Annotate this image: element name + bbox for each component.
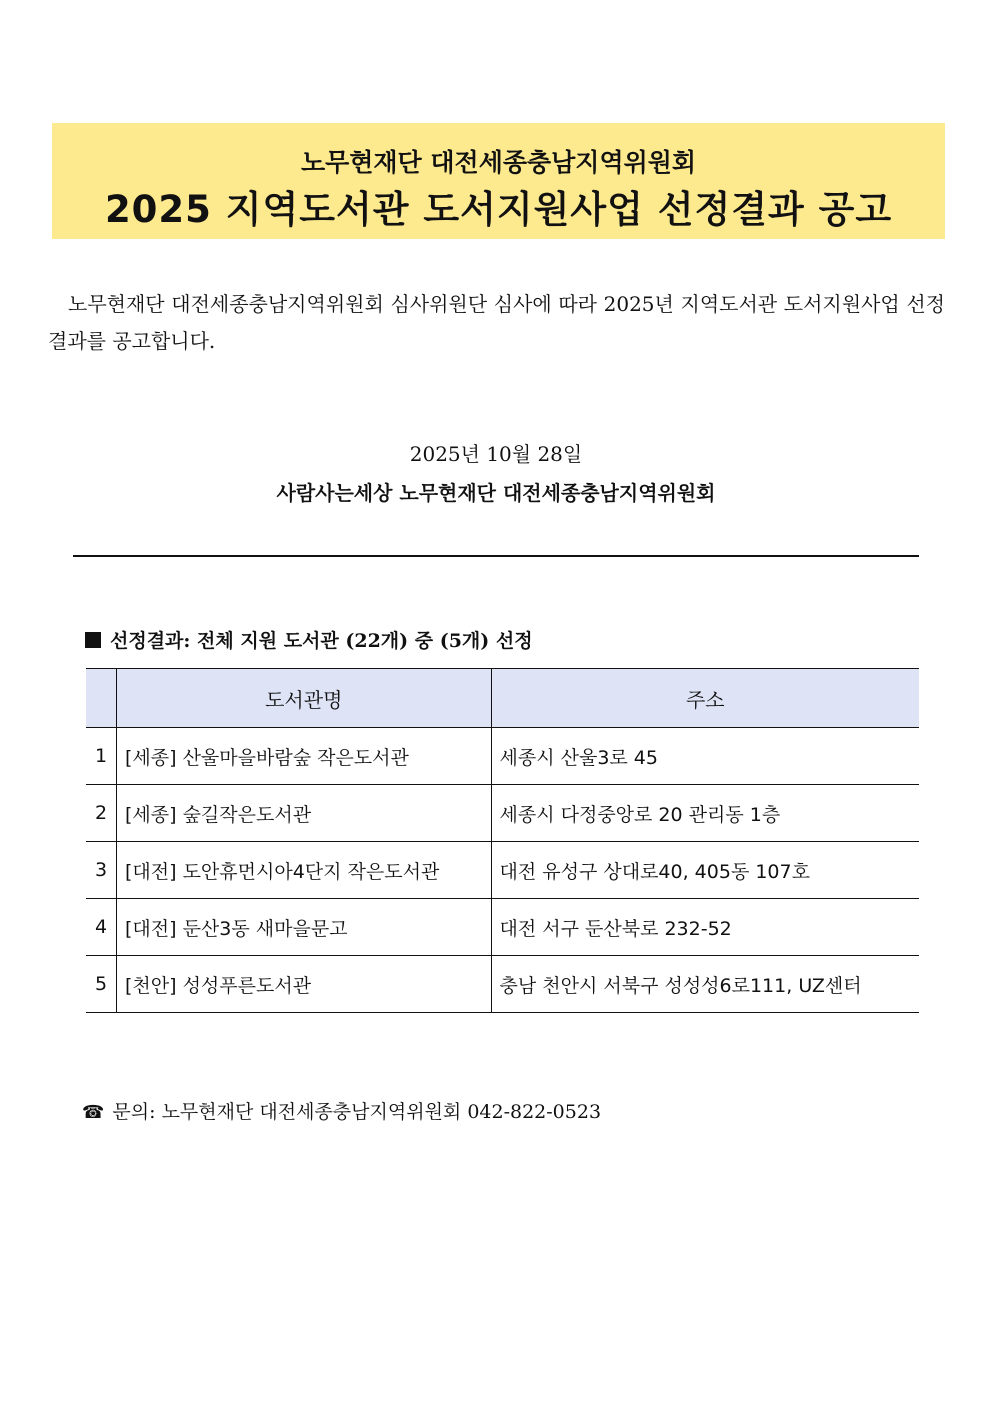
- page-title: 2025 지역도서관 도서지원사업 선정결과 공고: [104, 188, 893, 231]
- title-organization: 노무현재단 대전세종충남지역위원회: [300, 148, 697, 177]
- library-address: 대전 서구 둔산북로 232-52: [491, 899, 919, 956]
- row-number: 5: [86, 956, 117, 1013]
- results-table: [86, 668, 919, 1013]
- title-banner: [52, 123, 945, 239]
- header-address: 주소: [491, 669, 919, 728]
- row-number: 2: [86, 785, 117, 842]
- table-header-row: [86, 669, 919, 728]
- row-number: 3: [86, 842, 117, 899]
- section-heading-text: 선정결과: 전체 지원 도서관 (22개) 중 (5개) 선정: [110, 630, 533, 652]
- header-library-name: 도서관명: [117, 669, 492, 728]
- row-number: 4: [86, 899, 117, 956]
- intro-text: 노무현재단 대전세종충남지역위원회 심사위원단 심사에 따라 2025년 지역도서관 도서지원사업 선정결과를 공고합니다.: [48, 292, 946, 353]
- table-row: [86, 842, 919, 899]
- table-row: [86, 728, 919, 785]
- divider: [73, 555, 919, 557]
- intro-paragraph: [48, 286, 945, 360]
- library-name: [대전] 도안휴먼시아4단지 작은도서관: [117, 842, 492, 899]
- library-address: 대전 유성구 상대로40, 405동 107호: [491, 842, 919, 899]
- contact-text: 문의: 노무현재단 대전세종충남지역위원회 042-822-0523: [112, 1101, 602, 1123]
- row-number: 1: [86, 728, 117, 785]
- library-address: 세종시 산울3로 45: [491, 728, 919, 785]
- issuing-organization: 사람사는세상 노무현재단 대전세종충남지역위원회: [276, 481, 716, 505]
- table-row: [86, 956, 919, 1013]
- phone-icon: ☎: [82, 1102, 105, 1123]
- library-address: 세종시 다정중앙로 20 관리동 1층: [491, 785, 919, 842]
- library-address: 충남 천안시 서북구 성성성6로111, UZ센터: [491, 956, 919, 1013]
- square-bullet-icon: [85, 632, 101, 648]
- library-name: [세종] 숲길작은도서관: [117, 785, 492, 842]
- library-name: [세종] 산울마을바람숲 작은도서관: [117, 728, 492, 785]
- table-row: [86, 899, 919, 956]
- section-heading: [85, 626, 533, 653]
- table-row: [86, 785, 919, 842]
- library-name: [대전] 둔산3동 새마을문고: [117, 899, 492, 956]
- announcement-date: 2025년 10월 28일: [409, 442, 583, 466]
- library-name: [천안] 성성푸른도서관: [117, 956, 492, 1013]
- header-num: [86, 669, 117, 728]
- contact-info: [82, 1097, 601, 1124]
